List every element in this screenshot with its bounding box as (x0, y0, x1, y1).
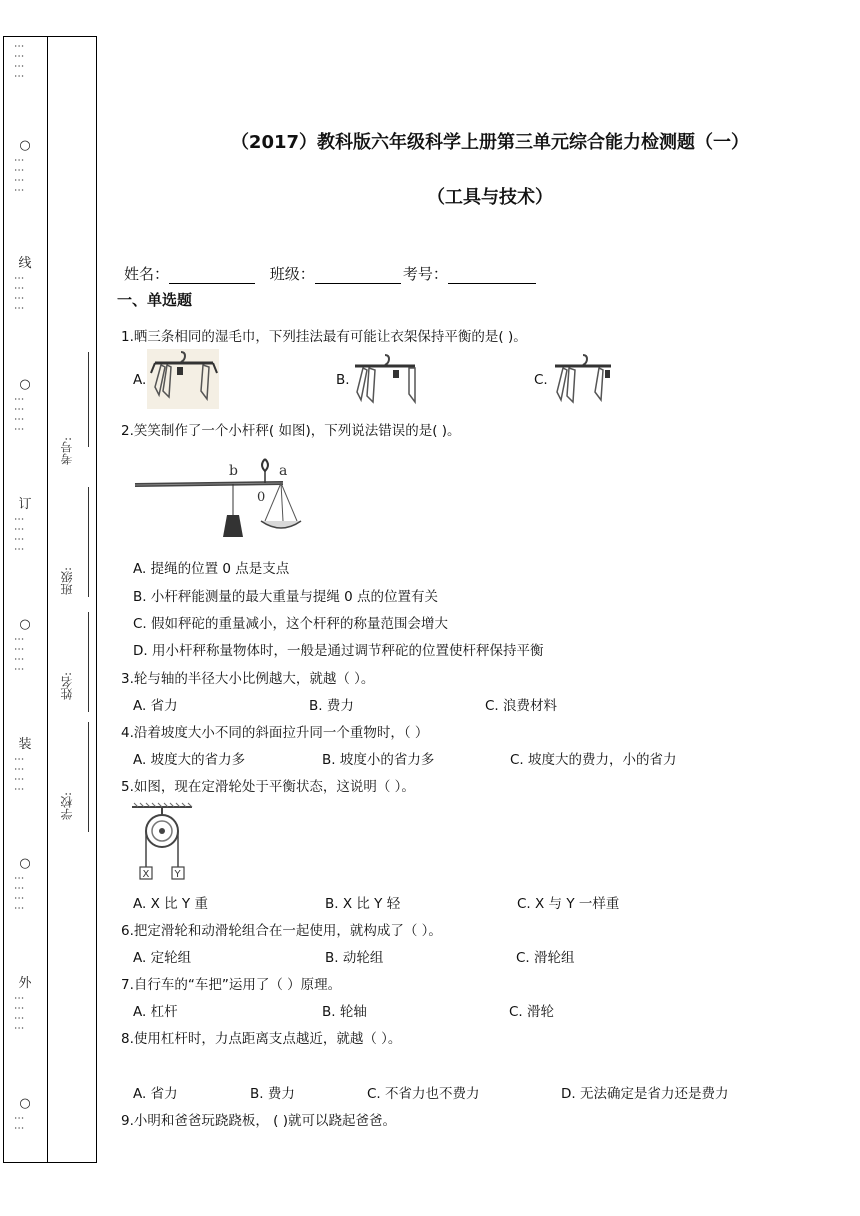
option-1b[interactable]: B. (336, 372, 350, 388)
option-8c[interactable]: C. 不省力也不费力 (367, 1086, 480, 1102)
option-8b[interactable]: B. 费力 (250, 1086, 295, 1102)
question-9: 9.小明和爸爸玩跷跷板， ( )就可以跷起爸爸。 (121, 1113, 396, 1129)
class-blank[interactable] (315, 267, 401, 284)
seal-char-ding: 订 (18, 497, 32, 512)
name-label: 姓名： (124, 265, 170, 283)
option-8d[interactable]: D. 无法确定是省力还是费力 (561, 1086, 729, 1102)
name-field[interactable] (58, 672, 84, 700)
option-6a[interactable]: A. 定轮组 (133, 950, 192, 966)
steelyard-figure (133, 455, 293, 547)
seal-line-column (4, 37, 47, 1162)
question-7: 7.自行车的“车把”运用了（ ）原理。 (121, 977, 342, 993)
ring-mark: ○ (19, 617, 31, 632)
label-y: Y (174, 869, 181, 880)
dotted-line: ⋮⋮⋮⋮ (13, 754, 24, 794)
student-info-column (48, 37, 96, 1162)
option-3b[interactable]: B. 费力 (309, 698, 354, 714)
hanger-figure-a (147, 349, 219, 409)
ring-mark: ○ (19, 1096, 31, 1111)
dotted-line: ⋮⋮⋮⋮ (13, 41, 24, 81)
option-4c[interactable]: C. 坡度大的费力，小的省力 (510, 752, 677, 768)
question-8: 8.使用杠杆时，力点距离支点越近，就越（ ）。 (121, 1031, 402, 1047)
dotted-line: ⋮⋮⋮⋮ (13, 634, 24, 674)
option-5b[interactable]: B. X 比 Y 轻 (325, 896, 401, 912)
option-2b[interactable]: B. 小杆秤能测量的最大重量与提绳 0 点的位置有关 (133, 589, 439, 605)
option-1c[interactable]: C. (534, 372, 548, 388)
hanger-figure-b (349, 353, 421, 409)
hanger-figure-c (551, 353, 615, 409)
dotted-line: ⋮⋮⋮⋮ (13, 155, 24, 195)
page-title: （2017）教科版六年级科学上册第三单元综合能力检测题（一） (230, 132, 750, 153)
seal-char-xian: 线 (18, 256, 32, 271)
ring-mark: ○ (19, 856, 31, 871)
question-5: 5.如图，现在定滑轮处于平衡状态，这说明（ ）。 (121, 779, 415, 795)
question-3: 3.轮与轴的半径大小比例越大，就越（ ）。 (121, 671, 375, 687)
field-blank (88, 352, 89, 447)
student-info-line (124, 263, 538, 284)
label-b: b (229, 463, 238, 479)
option-4a[interactable]: A. 坡度大的省力多 (133, 752, 246, 768)
pulley-figure (130, 801, 194, 883)
option-7b[interactable]: B. 轮轴 (322, 1004, 367, 1020)
class-field[interactable] (58, 567, 84, 595)
binding-margin (3, 36, 97, 1163)
dotted-line: ⋮⋮ (13, 1113, 24, 1133)
question-1: 1.晒三条相同的湿毛巾，下列挂法最有可能让衣架保持平衡的是( )。 (121, 329, 527, 345)
dotted-line: ⋮⋮⋮⋮ (13, 273, 24, 313)
option-7c[interactable]: C. 滑轮 (509, 1004, 555, 1020)
option-5c[interactable]: C. X 与 Y 一样重 (517, 896, 620, 912)
field-blank (88, 722, 89, 832)
option-4b[interactable]: B. 坡度小的省力多 (322, 752, 435, 768)
label-x: X (142, 869, 150, 880)
dotted-line: ⋮⋮⋮⋮ (13, 514, 24, 554)
class-label: 班级： (269, 265, 315, 283)
field-blank (88, 487, 89, 597)
label-a: a (279, 463, 288, 479)
label-zero: 0 (257, 490, 266, 505)
seal-char-zhuang: 装 (18, 737, 32, 752)
exam-number-field[interactable] (58, 437, 84, 465)
seal-char-wai: 外 (18, 976, 32, 991)
school-field[interactable] (58, 792, 84, 820)
dotted-line: ⋮⋮⋮⋮ (13, 993, 24, 1033)
question-6: 6.把定滑轮和动滑轮组合在一起使用，就构成了（ ）。 (121, 923, 442, 939)
option-1a[interactable]: A. (133, 372, 147, 388)
question-4: 4.沿着坡度大小不同的斜面拉升同一个重物时，（ ） (121, 725, 429, 741)
ring-mark: ○ (19, 377, 31, 392)
option-2d[interactable]: D. 用小杆秤称量物体时，一般是通过调节秤砣的位置使杆秤保持平衡 (133, 643, 544, 659)
option-3a[interactable]: A. 省力 (133, 698, 178, 714)
question-2: 2.笑笑制作了一个小杆秤( 如图)，下列说法错误的是( )。 (121, 423, 461, 439)
section-heading: 一、单选题 (117, 291, 193, 309)
option-2c[interactable]: C. 假如秤砣的重量减小，这个杆秤的称量范围会增大 (133, 616, 449, 632)
ring-mark: ○ (19, 138, 31, 153)
field-blank (88, 612, 89, 712)
option-2a[interactable]: A. 提绳的位置 0 点是支点 (133, 561, 290, 577)
option-6b[interactable]: B. 动轮组 (325, 950, 384, 966)
exam-blank[interactable] (448, 267, 536, 284)
option-8a[interactable]: A. 省力 (133, 1086, 178, 1102)
field-label: 考号: (60, 437, 74, 466)
page-subtitle: （工具与技术） (427, 187, 553, 208)
option-6c[interactable]: C. 滑轮组 (516, 950, 575, 966)
option-5a[interactable]: A. X 比 Y 重 (133, 896, 208, 912)
option-3c[interactable]: C. 浪费材料 (485, 698, 558, 714)
field-label: 学校: (60, 792, 74, 821)
dotted-line: ⋮⋮⋮⋮ (13, 873, 24, 913)
name-blank[interactable] (169, 267, 255, 284)
exam-label: 考号： (402, 265, 448, 283)
option-7a[interactable]: A. 杠杆 (133, 1004, 178, 1020)
field-label: 姓名: (60, 672, 74, 701)
dotted-line: ⋮⋮⋮⋮ (13, 394, 24, 434)
field-label: 班级: (60, 567, 74, 596)
